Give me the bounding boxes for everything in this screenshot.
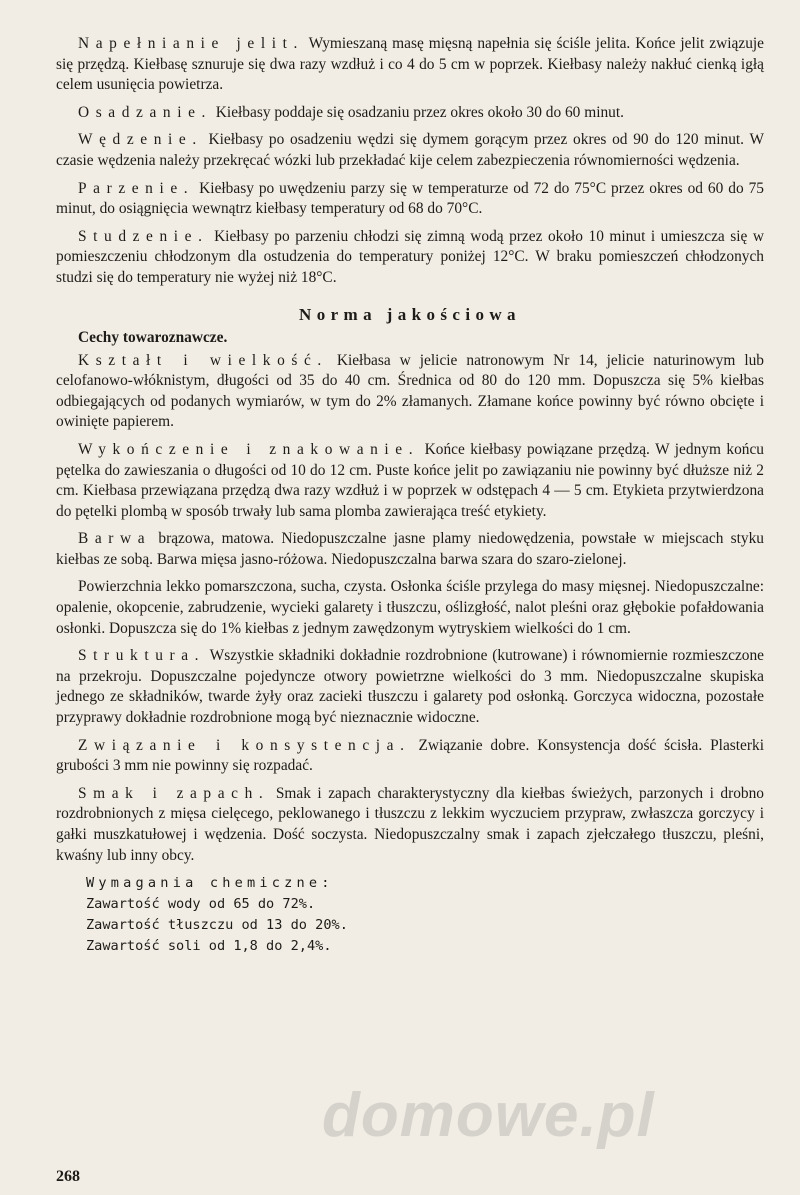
paragraph-smoking bbox=[56, 130, 764, 171]
term-color: Barwa bbox=[78, 530, 152, 548]
paragraph-finishing bbox=[56, 440, 764, 522]
page-number: 268 bbox=[56, 1168, 80, 1185]
term-filling: Napełnianie jelit. bbox=[78, 35, 304, 52]
term-taste: Smak i zapach. bbox=[78, 784, 270, 802]
paragraph-cooling bbox=[56, 227, 764, 289]
chemical-item-fat: Zawartość tłuszczu od 13 do 20%. bbox=[86, 917, 348, 934]
paragraph-settling bbox=[56, 103, 764, 124]
paragraph-structure bbox=[56, 646, 764, 728]
chemical-requirements bbox=[86, 873, 764, 957]
paragraph-color bbox=[56, 529, 764, 570]
paragraph-surface bbox=[56, 577, 764, 639]
text-scalding: Kiełbasy po uwędzeniu parzy się w temperaturze od 72 do 75°C przez okres od 60 do 75 minut, do osiągnięcia wewnątrz kiełbasy temperatury od 68 do 70°C. bbox=[56, 179, 764, 218]
term-finishing: Wykończenie i znakowanie. bbox=[78, 440, 420, 458]
term-structure: Struktura. bbox=[78, 647, 206, 665]
term-settling: Osadzanie. bbox=[78, 103, 212, 121]
term-scalding: Parzenie. bbox=[78, 179, 195, 197]
text-smoking: Kiełbasy po osadzeniu wędzi się dymem gorącym przez okres od 90 do 120 minut. W czasie wędzenia należy przekręcać wózki lub przekładać kije celem zabezpieczenia równomierności wędzenia. bbox=[56, 131, 764, 169]
chemical-title: Wymagania chemiczne: bbox=[86, 875, 334, 892]
text-surface: Powierzchnia lekko pomarszczona, sucha, czysta. Osłonka ściśle przylega do masy mięsnej. Niedopuszczalne: opalenie, okopcenie, zabrudzenie, wycieki galarety i tłuszczu, oślizgłość, nalot pleśni oraz głębokie pofałdowania osłonki. Dopuszcza się do 1% kiełbas z jednym zawędzonym wytryskiem wielkości do 1 cm. bbox=[56, 578, 764, 637]
term-binding: Związanie i konsystencja. bbox=[78, 736, 411, 754]
text-taste: Smak i zapach charakterystyczny dla kiełbas świeżych, parzonych i drobno rozdrobnionych z mięsa cielęcego, peklowanego i tłuszczu z lekkim wyczuciem przypraw, zwłaszcza gorczycy i gałki muszkatułowej i wędzenia. Dość soczysta. Niedopuszczalny smak i zapach zjełczałego tłuszczu, pleśni, kwaśny lub inny obcy. bbox=[56, 784, 764, 864]
paragraph-taste bbox=[56, 784, 764, 866]
paragraph-shape-size bbox=[56, 351, 764, 433]
paragraph-filling bbox=[56, 34, 764, 96]
text-binding: Związanie dobre. Konsystencja dość ścisła. Plasterki grubości 3 mm nie powinny się rozpadać. bbox=[56, 736, 764, 775]
paragraph-binding bbox=[56, 736, 764, 777]
chemical-item-salt: Zawartość soli od 1,8 do 2,4%. bbox=[86, 938, 332, 955]
term-shape-size: Kształt i wielkość. bbox=[78, 351, 328, 369]
text-finishing: Końce kiełbasy powiązane przędzą. W jednym końcu pętelka do zawieszania o długości od 10 do 12 cm. Puste końce jelit po zawiązaniu nie powinny być dłuższe niż 2 cm. Kiełbasa przewiązana przędzą dwa razy wzdłuż i w poprzek w odstępach 4 — 5 cm. Etykieta przytwierdzona do pętelki plombą w sposób trwały lub sama plomba zawierająca treść etykiety. bbox=[56, 440, 764, 520]
text-cooling: Kiełbasy po parzeniu chłodzi się zimną wodą przez około 10 minut i umieszcza się w pomieszczeniu chłodzonym dla ostudzenia do temperatury poniżej 12°C. W braku pomieszczeń chłodzonych studzi się do temperatury nie wyżej niż 18°C. bbox=[56, 227, 764, 286]
term-cooling: Studzenie. bbox=[78, 227, 209, 245]
section-heading: Norma jakościowa bbox=[299, 304, 521, 324]
watermark: domowe.pl bbox=[322, 1081, 655, 1150]
text-color: brązowa, matowa. Niedopuszczalne jasne plamy niedowędzenia, powstałe w miejscach styku kiełbas ze sobą. Barwa mięsa jasno-różowa. Niedopuszczalna barwa szara do szaro-zielonej. bbox=[56, 530, 764, 568]
text-filling: Wymieszaną masę mięsną napełnia się ściśle jelita. Końce jelit związuje się przędzą. Kiełbasę sznuruje się dwa razy wzdłuż i co 4 do 5 cm w poprzek. Kiełbasy należy nakłuć cienką igłą celem usunięcia powietrza. bbox=[56, 35, 764, 94]
subheading: Cechy towaroznawcze. bbox=[78, 328, 228, 346]
term-smoking: Wędzenie. bbox=[78, 131, 203, 149]
paragraph-scalding bbox=[56, 179, 764, 220]
chemical-item-water: Zawartość wody od 65 do 72%. bbox=[86, 896, 316, 913]
text-settling: Kiełbasy poddaje się osadzaniu przez okres około 30 do 60 minut. bbox=[211, 103, 624, 121]
text-structure: Wszystkie składniki dokładnie rozdrobnione (kutrowane) i równomiernie rozmieszczone na przekroju. Dopuszczalne pojedyncze otwory powietrzne wielkości do 3 mm. Niedopuszczalne skupiska jednego ze składników, twarde żyły oraz zacieki tłuszczu i galarety pod osłonką. Gorczyca widoczna, pozostałe przyprawy dokładnie rozdrobnione mogą być nieznacznie widoczne. bbox=[56, 647, 764, 727]
text-shape-size: Kiełbasa w jelicie natronowym Nr 14, jelicie naturinowym lub celofanowo-włóknistym, długości od 35 do 40 cm. Średnica od 80 do 120 mm. Dopuszcza się 5% kiełbas odbiegających od podanych wymiarów, w tym do 2% złamanych. Złamane końce powinny być równo obcięte i owinięte papierem. bbox=[56, 351, 764, 431]
